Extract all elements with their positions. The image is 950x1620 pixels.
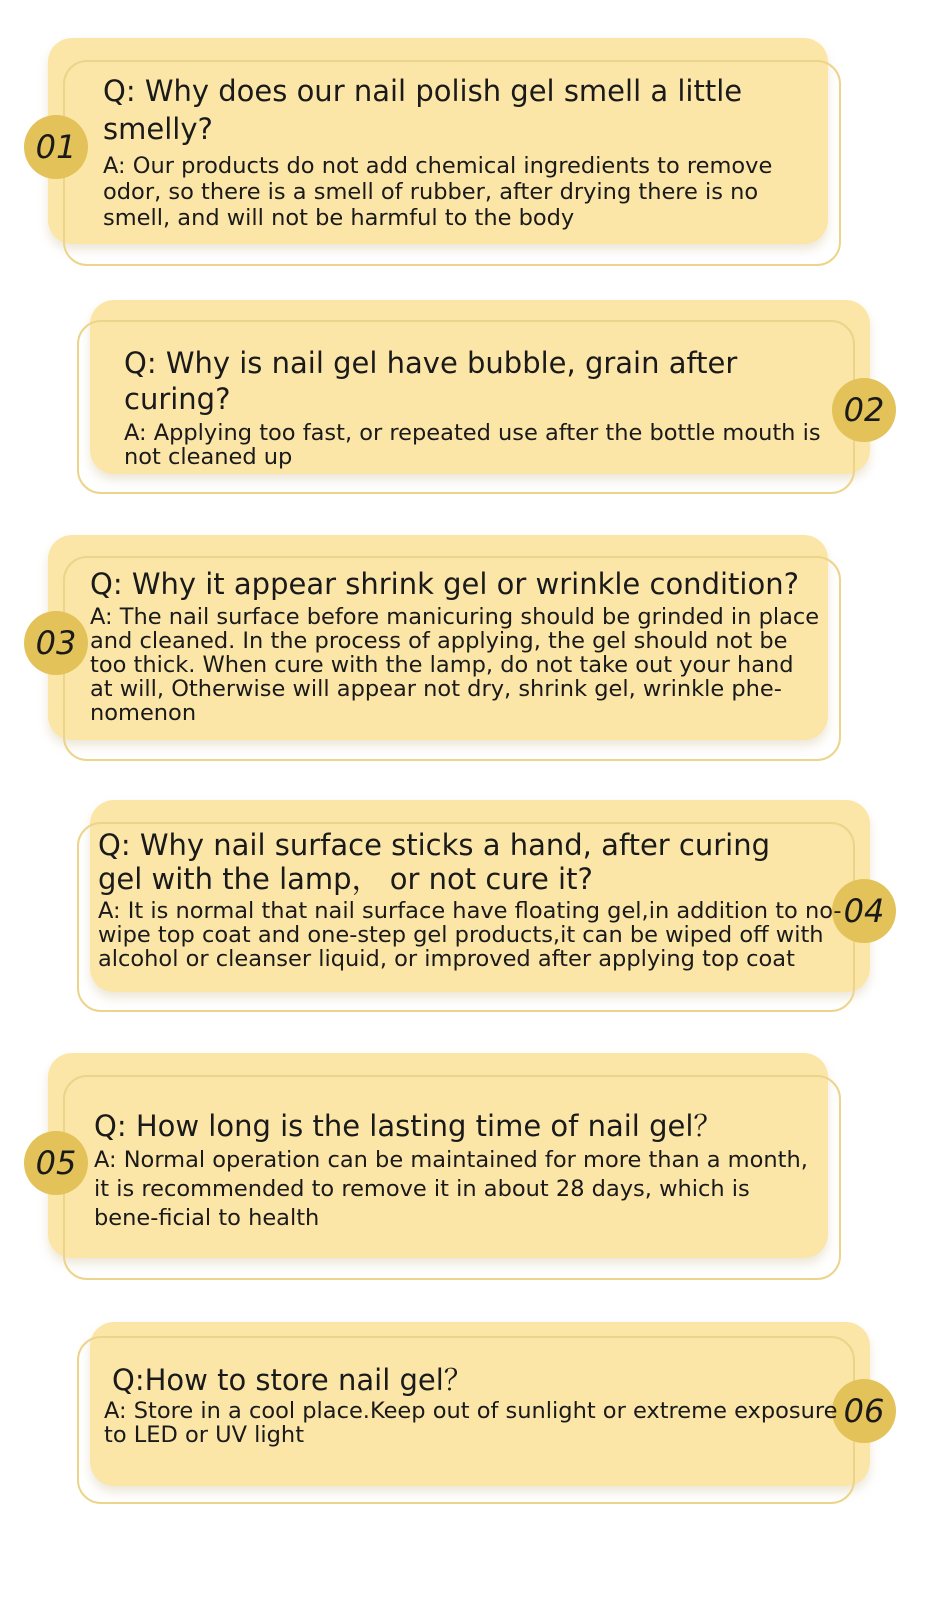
question-text: Q: Why it appear shrink gel or wrinkle condition? [90,567,799,601]
answer-text: A: Applying too fast, or repeated use after the bottle mouth is not cleaned up [124,420,821,470]
qa-text [90,566,820,725]
qa-text [104,1362,839,1447]
question-text: Q: Why does our nail polish gel smell a little smelly? [103,74,743,146]
question-text: Q: How long is the lasting time of nail gel？ [94,1109,723,1143]
number-badge: 02 [832,378,896,442]
number-badge: 01 [24,115,88,179]
number-badge: 03 [24,611,88,675]
question-text: Q: Why nail surface sticks a hand, after curing gel with the lamp， or not cure it? [98,828,771,896]
answer-text: A: Store in a cool place.Keep out of sunlight or extreme exposure to LED or UV light [104,1398,838,1448]
qa-text [94,1108,819,1233]
number-badge: 04 [832,879,896,943]
qa-text [124,345,836,469]
qa-text [98,828,843,971]
answer-text: A: Normal operation can be maintained for more than a month, it is recommended to remove it in about 28 days, which is bene-ficial to health [94,1147,808,1231]
answer-text: A: It is normal that nail surface have floating gel,in addition to no-wipe top coat and one-step gel products,it can be wiped off with alcohol or cleanser liquid, or improved after applying top coat [98,898,842,972]
question-text: Q:How to store nail gel？ [112,1363,473,1397]
qa-text [103,72,803,231]
number-badge: 06 [832,1379,896,1443]
number-badge: 05 [24,1131,88,1195]
answer-text: A: The nail surface before manicuring should be grinded in place and cleaned. In the process of applying, the gel should not be too thick. When cure with the lamp, do not take out your hand at will, Otherwise will appear not dry, shrink gel, wrinkle phe-nomenon [90,604,820,726]
answer-text: A: Our products do not add chemical ingredients to remove odor, so there is a smell of rubber, after drying there is no smell, and will not be harmful to the body [103,153,773,231]
question-text: Q: Why is nail gel have bubble, grain after curing? [124,346,738,416]
